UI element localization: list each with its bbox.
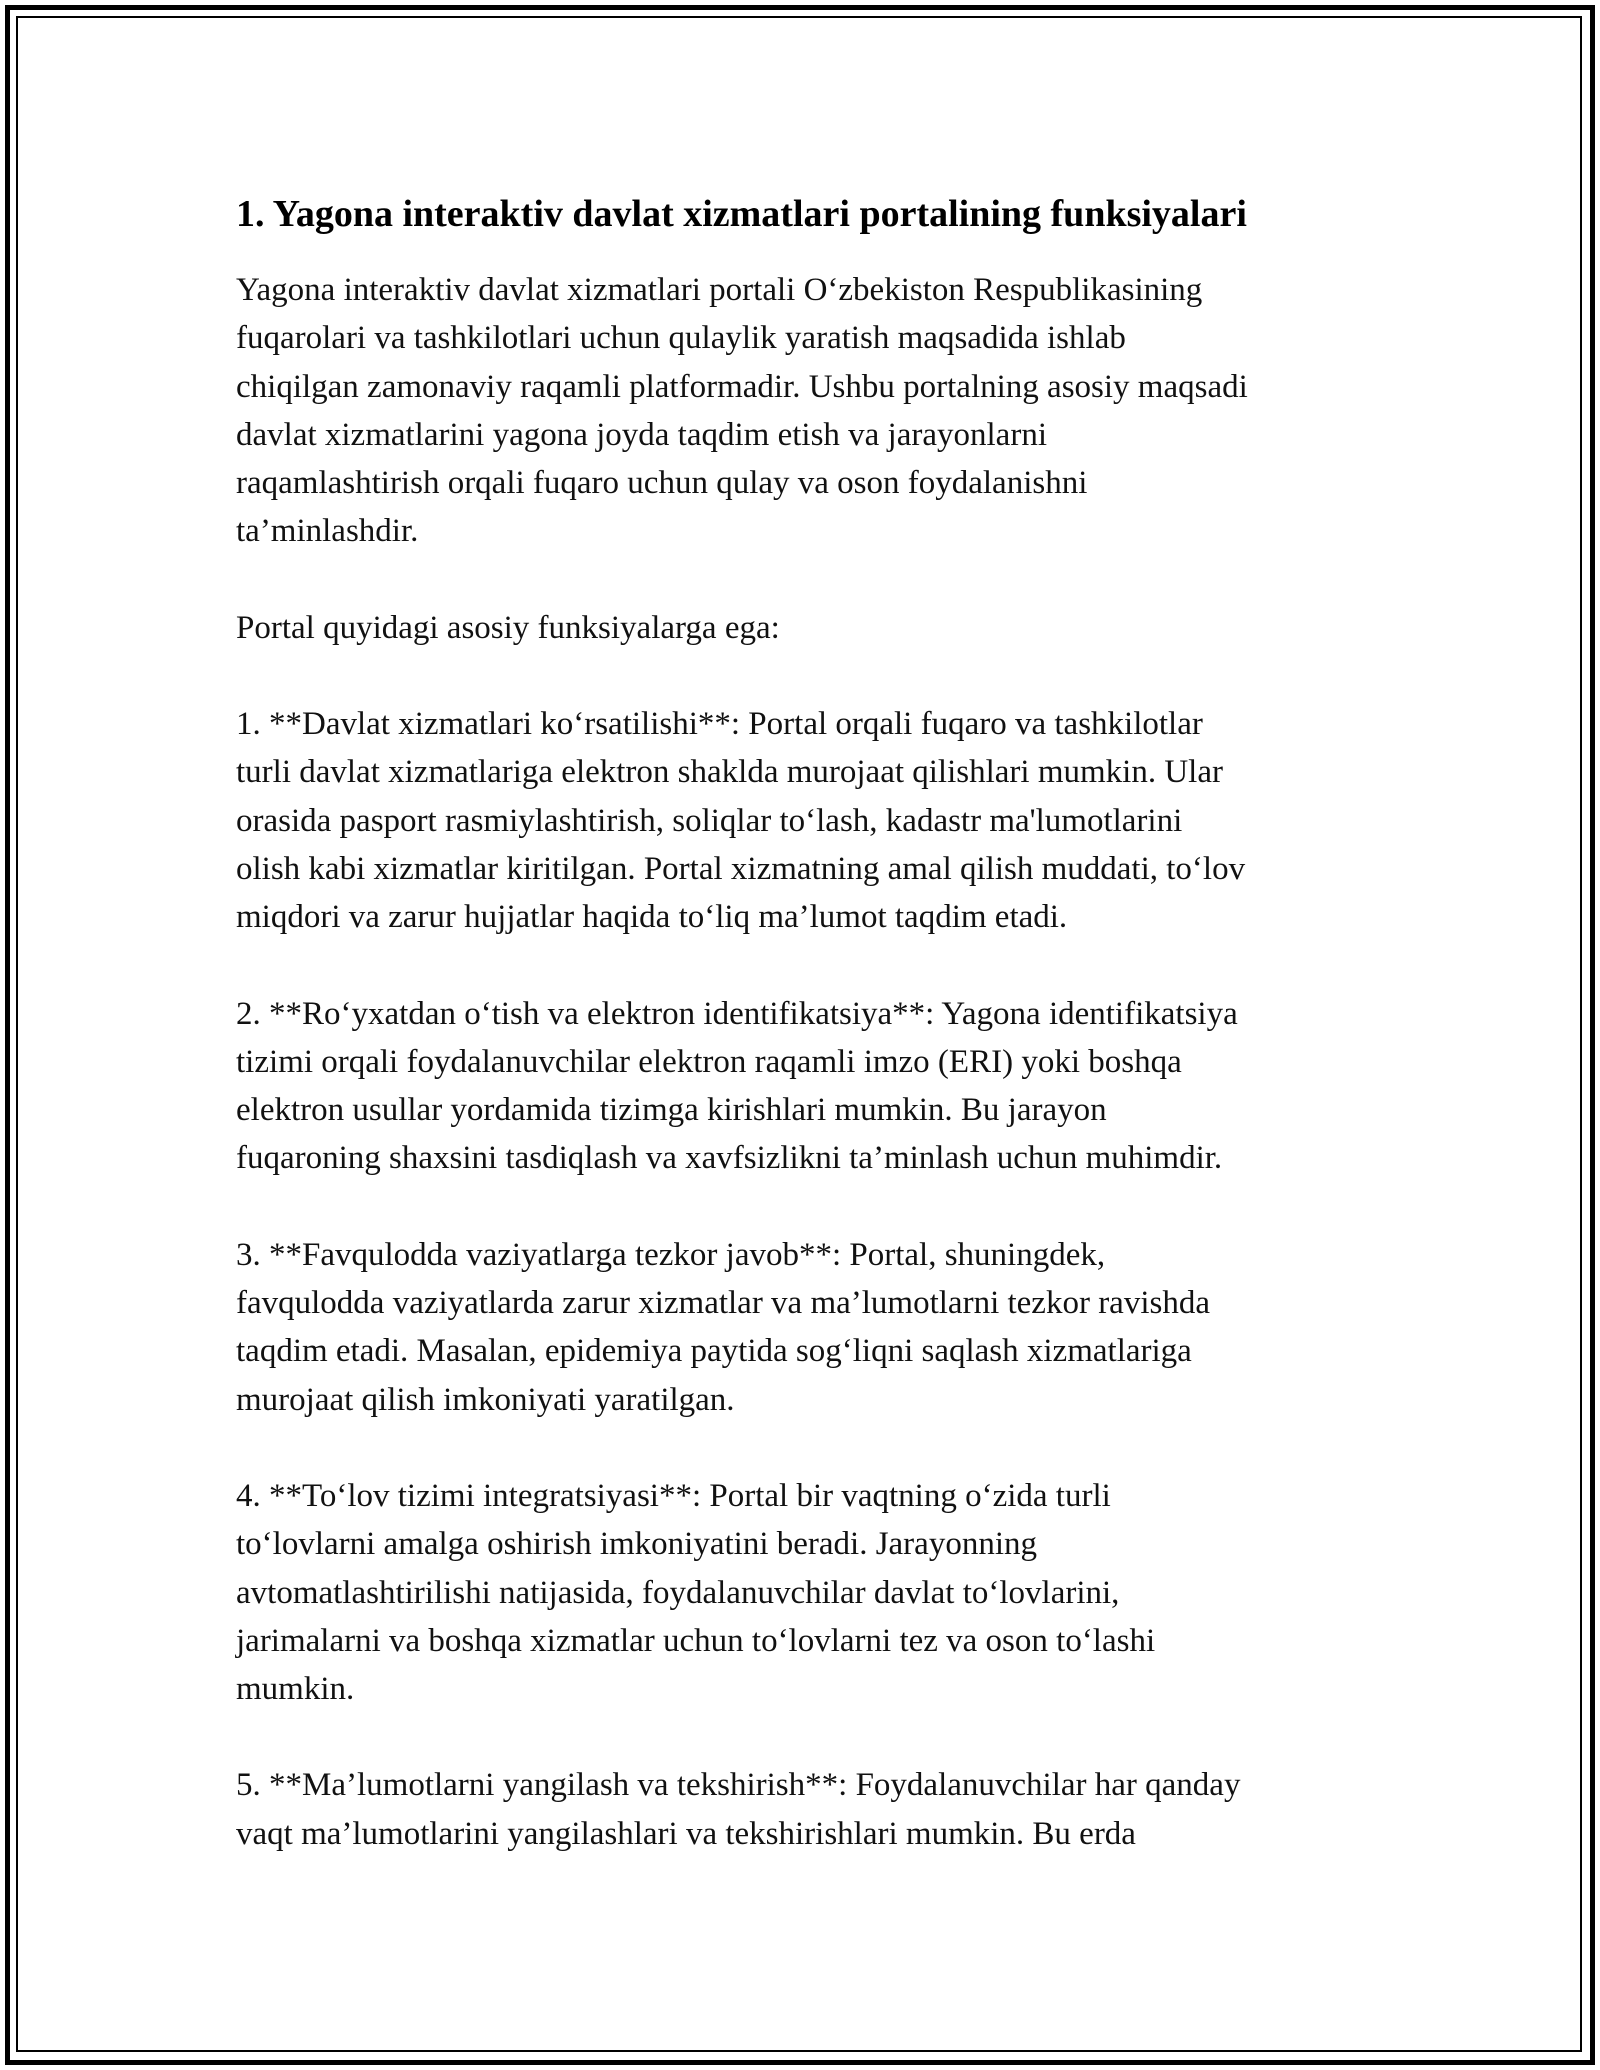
list-item-2: 2. **Ro‘yxatdan o‘tish va elektron identifikatsiya**: Yagona identifikatsiya tizimi orqali foydalanuvchilar elektron raqamli imzo (ERI) yoki boshqa elektron usullar yordamida tizimga kirishlari mumkin. Bu jarayon fuqaroning shaxsini tasdiqlash va xavfsizlikni ta’minlash uchun muhimdir. [236,995,1238,1177]
document-body [236,186,1366,1858]
list-item-3: 3. **Favqulodda vaziyatlarga tezkor javob**: Portal, shuningdek, favqulodda vaziyatlarda zarur xizmatlar va ma’lumotlarni tezkor ravishda taqdim etadi. Masalan, epidemiya paytida sog‘liqni saqlash xizmatlariga murojaat qilish imkoniyati yaratilgan. [236,1236,1210,1418]
paragraph-spacer [236,1183,1366,1231]
functions-lead-paragraph: Portal quyidagi asosiy funksiyalarga ega: [236,609,780,646]
list-item-1: 1. **Davlat xizmatlari ko‘rsatilishi**: Portal orqali fuqaro va tashkilotlar turli davlat xizmatlariga elektron shaklda murojaat qilishlari mumkin. Ular orasida pasport rasmiylashtirish, soliqlar to‘lash, kadastr ma'lumotlarini olish kabi xizmatlar kiritilgan. Portal xizmatning amal qilish muddati, to‘lov miqdori va zarur hujjatlar haqida to‘liq ma’lumot taqdim etadi. [236,706,1246,936]
list-item-5: 5. **Ma’lumotlarni yangilash va tekshirish**: Foydalanuvchilar har qanday vaqt ma’lumotlarini yangilashlari va tekshirishlari mumkin. Bu erda [236,1767,1241,1852]
paragraph-spacer [236,1424,1366,1472]
intro-paragraph: Yagona interaktiv davlat xizmatlari portali O‘zbekiston Respublikasining fuqarolari va tashkilotlari uchun qulaylik yaratish maqsadida ishlab chiqilgan zamonaviy raqamli platformadir. Ushbu portalning asosiy maqsadi davlat xizmatlarini yagona joyda taqdim etish va jarayonlarni raqamlashtirish orqali fuqaro uchun qulay va oson foydalanishni ta’minlashdir. [236,272,1248,550]
paragraph-spacer [236,652,1366,700]
section-title: 1. Yagona interaktiv davlat xizmatlari portalining funksiyalari [236,193,1247,235]
paragraph-spacer [236,942,1366,990]
paragraph-spacer [236,556,1366,604]
list-item-4: 4. **To‘lov tizimi integratsiyasi**: Portal bir vaqtning o‘zida turli to‘lovlarni amalga oshirish imkoniyatini beradi. Jarayonning avtomatlashtirilishi natijasida, foydalanuvchilar davlat to‘lovlarini, jarimalarni va boshqa xizmatlar uchun to‘lovlarni tez va oson to‘lashi mumkin. [236,1477,1156,1708]
paragraph-spacer [236,1713,1366,1761]
